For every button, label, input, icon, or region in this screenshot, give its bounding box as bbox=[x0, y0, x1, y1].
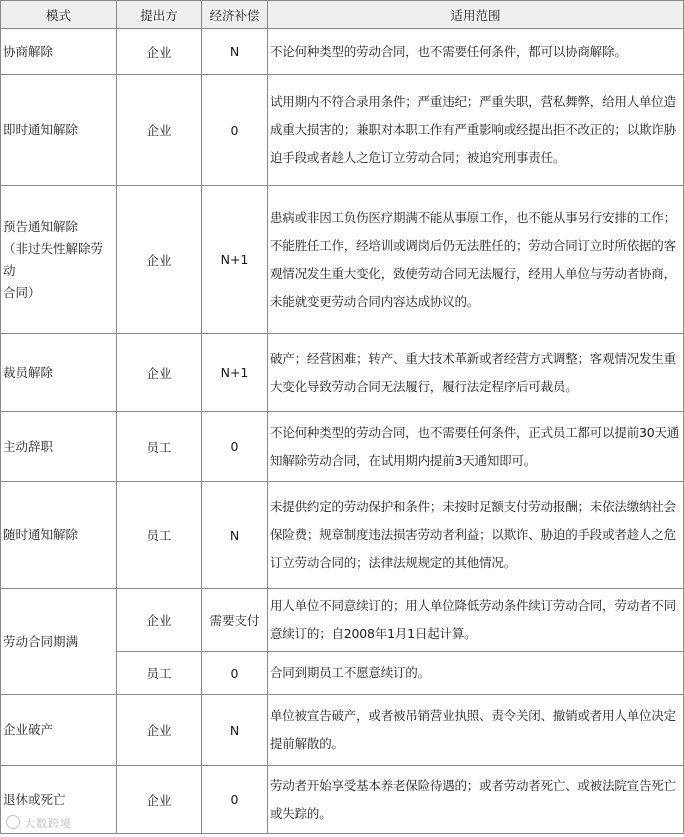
compensation-cell: 0 bbox=[202, 652, 268, 695]
scope-cell: 患病或非因工负伤医疗期满不能从事原工作，也不能从事另行安排的工作；不能胜任工作，经培训或调岗后仍无法胜任的；劳动合同订立时所依据的客观情况发生重大变化，致使劳动合同无法履行，经用人单位与劳动者协商，未能就变更劳动合同内容达成协议的。 bbox=[268, 186, 684, 334]
scope-cell: 劳动者开始享受基本养老保险待遇的；或者劳动者死亡、或被法院宣告死亡或失踪的。 bbox=[268, 766, 684, 834]
scope-cell: 用人单位不同意续订的；用人单位降低劳动条件续订劳动合同，劳动者不同意续订的；自2008年1月1日起计算。 bbox=[268, 589, 684, 652]
scope-cell: 试用期内不符合录用条件；严重违纪；严重失职，营私舞弊，给用人单位造成重大损害的；兼职对本职工作有严重影响或经提出拒不改正的；以欺诈胁迫手段或者趁人之危订立劳动合同；被追究刑事责任。 bbox=[268, 75, 684, 186]
table-row bbox=[1, 29, 684, 75]
header-mode: 模式 bbox=[1, 1, 117, 29]
header-scope: 适用范围 bbox=[268, 1, 684, 29]
watermark-logo-icon bbox=[6, 815, 20, 829]
party-cell: 企业 bbox=[117, 29, 202, 75]
party-cell: 企业 bbox=[117, 75, 202, 186]
mode-cell: 裁员解除 bbox=[1, 334, 117, 412]
party-cell: 企业 bbox=[117, 334, 202, 412]
watermark bbox=[6, 815, 72, 831]
mode-cell: 随时通知解除 bbox=[1, 482, 117, 589]
mode-cell: 即时通知解除 bbox=[1, 75, 117, 186]
mode-cell: 企业破产 bbox=[1, 695, 117, 766]
scope-cell: 破产；经营困难；转产、重大技术革新或者经营方式调整；客观情况发生重大变化导致劳动合同无法履行，履行法定程序后可裁员。 bbox=[268, 334, 684, 412]
table-row bbox=[1, 75, 684, 186]
header-compensation: 经济补偿 bbox=[202, 1, 268, 29]
watermark-text: 大数跨境 bbox=[24, 817, 72, 830]
party-cell: 企业 bbox=[117, 589, 202, 652]
table-row bbox=[1, 589, 684, 652]
party-cell: 员工 bbox=[117, 412, 202, 482]
scope-cell: 不论何种类型的劳动合同，也不需要任何条件，正式员工都可以提前30天通知解除劳动合同，在试用期内提前3天通知即可。 bbox=[268, 412, 684, 482]
party-cell: 员工 bbox=[117, 652, 202, 695]
compensation-cell: N bbox=[202, 695, 268, 766]
compensation-cell: 需要支付 bbox=[202, 589, 268, 652]
table-row bbox=[1, 186, 684, 334]
mode-cell: 退休或死亡 bbox=[1, 766, 117, 834]
party-cell: 企业 bbox=[117, 186, 202, 334]
party-cell: 员工 bbox=[117, 482, 202, 589]
header-row bbox=[1, 1, 684, 29]
mode-cell: 主动辞职 bbox=[1, 412, 117, 482]
compensation-cell: N+1 bbox=[202, 186, 268, 334]
mode-cell: 劳动合同期满 bbox=[1, 589, 117, 695]
table-row bbox=[1, 695, 684, 766]
table-row bbox=[1, 766, 684, 834]
party-cell: 企业 bbox=[117, 766, 202, 834]
table-row bbox=[1, 412, 684, 482]
compensation-cell: 0 bbox=[202, 412, 268, 482]
compensation-cell: 0 bbox=[202, 75, 268, 186]
party-cell: 企业 bbox=[117, 695, 202, 766]
table-row bbox=[1, 334, 684, 412]
scope-cell: 不论何种类型的劳动合同，也不需要任何条件，都可以协商解除。 bbox=[268, 29, 684, 75]
table-row bbox=[1, 482, 684, 589]
compensation-cell: N bbox=[202, 482, 268, 589]
scope-cell: 合同到期员工不愿意续订的。 bbox=[268, 652, 684, 695]
mode-cell: 预告通知解除 （非过失性解除劳动 合同） bbox=[1, 186, 117, 334]
compensation-cell: N+1 bbox=[202, 334, 268, 412]
header-party: 提出方 bbox=[117, 1, 202, 29]
compensation-cell: 0 bbox=[202, 766, 268, 834]
compensation-cell: N bbox=[202, 29, 268, 75]
scope-cell: 单位被宣告破产，或者被吊销营业执照、责令关闭、撤销或者用人单位决定提前解散的。 bbox=[268, 695, 684, 766]
scope-cell: 未提供约定的劳动保护和条件；未按时足额支付劳动报酬；未依法缴纳社会保险费；规章制度违法损害劳动者利益；以欺诈、胁迫的手段或者趁人之危订立劳动合同的；法律法规规定的其他情况。 bbox=[268, 482, 684, 589]
mode-cell: 协商解除 bbox=[1, 29, 117, 75]
